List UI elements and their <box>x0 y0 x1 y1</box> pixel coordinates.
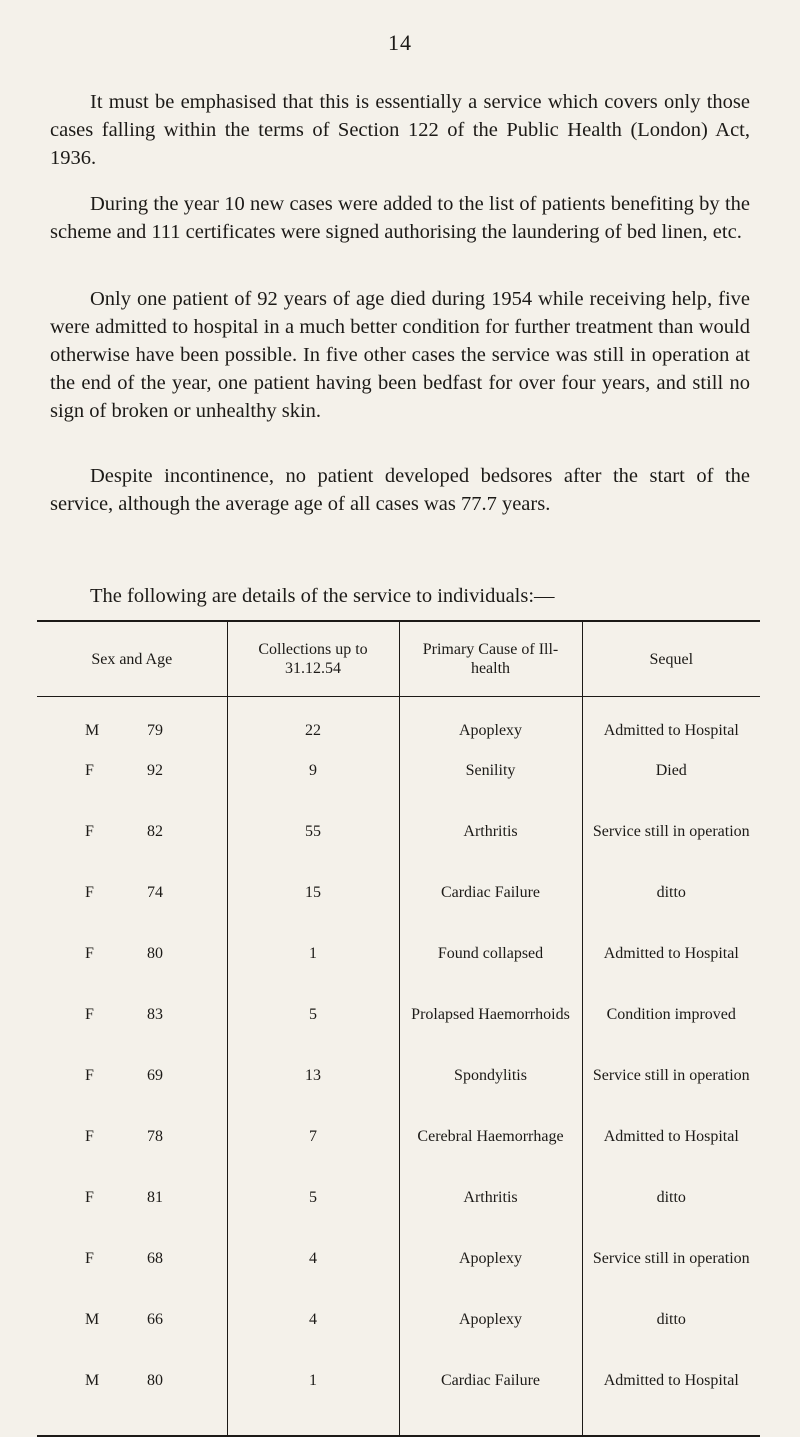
header-sex-age: Sex and Age <box>37 621 227 697</box>
cell-age: 83 <box>147 1006 163 1023</box>
cell-sex: F <box>85 1250 94 1267</box>
sex-age-pair <box>43 1371 221 1391</box>
paragraph-text: It must be emphasised that this is essentially a service which covers only those cases falling within the terms of Section 122 of the Public Health (London) Act, 1936. <box>50 91 750 169</box>
table-row <box>37 1188 760 1249</box>
cell-collections: 15 <box>227 883 399 944</box>
cell-collections: 5 <box>227 1005 399 1066</box>
cell-collections: 7 <box>227 1127 399 1188</box>
cell-sex: F <box>85 1189 94 1206</box>
sex-age-pair <box>43 883 221 903</box>
cell-primary-cause: Senility <box>399 761 582 822</box>
cell-age: 69 <box>147 1067 163 1084</box>
sex-age-pair <box>43 944 221 964</box>
cell-sex-age <box>37 1249 227 1310</box>
cell-primary-cause: Arthritis <box>399 822 582 883</box>
cell-sex-age <box>37 1005 227 1066</box>
sex-age-pair <box>43 822 221 842</box>
sex-age-pair <box>43 1066 221 1086</box>
sex-age-pair <box>43 1005 221 1025</box>
table-header <box>37 621 760 697</box>
cell-sex-age <box>37 1066 227 1127</box>
cell-age: 80 <box>147 1372 163 1389</box>
cell-sex-age <box>37 1371 227 1436</box>
header-row <box>37 621 760 697</box>
service-details-table <box>37 620 760 1437</box>
paragraph-outcomes <box>50 285 750 425</box>
paragraph-scope <box>50 88 750 172</box>
cell-sequel: Service still in operation <box>582 1249 760 1310</box>
cell-collections: 5 <box>227 1188 399 1249</box>
sex-age-pair <box>43 761 221 781</box>
paragraph-text: The following are details of the service to individuals:— <box>90 585 555 607</box>
cell-sex-age <box>37 883 227 944</box>
cell-age: 68 <box>147 1250 163 1267</box>
cell-age: 82 <box>147 823 163 840</box>
sex-age-pair <box>43 1249 221 1269</box>
table-row <box>37 697 760 762</box>
sex-age-pair <box>43 1310 221 1330</box>
cell-sex: F <box>85 1006 94 1023</box>
cell-sex: M <box>85 722 100 739</box>
cell-sequel: Service still in operation <box>582 1066 760 1127</box>
cell-sequel: Admitted to Hospital <box>582 1127 760 1188</box>
cell-age: 81 <box>147 1189 163 1206</box>
cell-primary-cause: Cerebral Haemorrhage <box>399 1127 582 1188</box>
cell-sex-age <box>37 697 227 762</box>
paragraph-text: During the year 10 new cases were added to the list of patients benefiting by the scheme and 111 certificates were signed authorising the laundering of bed linen, etc. <box>50 193 750 243</box>
cell-sex-age <box>37 1188 227 1249</box>
paragraph-incontinence <box>50 462 750 518</box>
cell-sex: F <box>85 1067 94 1084</box>
paragraph-new-cases <box>50 190 750 246</box>
cell-collections: 1 <box>227 1371 399 1436</box>
cell-primary-cause: Apoplexy <box>399 1310 582 1371</box>
table-row <box>37 761 760 822</box>
paragraph-text: Only one patient of 92 years of age died during 1954 while receiving help, five were admitted to hospital in a much better condition for further treatment than would otherwise have been possible. In five other cases the service was still in operation at the end of the year, one patient having been bedfast for over four years, and still no sign of broken or unhealthy skin. <box>50 288 750 422</box>
table-row <box>37 1005 760 1066</box>
cell-primary-cause: Apoplexy <box>399 697 582 762</box>
paragraph-table-intro <box>50 582 750 610</box>
cell-sex: M <box>85 1372 100 1389</box>
cell-age: 66 <box>147 1311 163 1328</box>
sex-age-pair <box>43 1127 221 1147</box>
cell-sex-age <box>37 1310 227 1371</box>
page-number: 14 <box>388 30 412 55</box>
cell-sequel: Admitted to Hospital <box>582 1371 760 1436</box>
table-body <box>37 697 760 1437</box>
cell-sex-age <box>37 822 227 883</box>
header-primary-cause: Primary Cause of Ill-health <box>399 621 582 697</box>
cell-primary-cause: Cardiac Failure <box>399 1371 582 1436</box>
sex-age-pair <box>43 721 221 741</box>
cell-collections: 4 <box>227 1310 399 1371</box>
cell-age: 80 <box>147 945 163 962</box>
cell-age: 78 <box>147 1128 163 1145</box>
table-row <box>37 1371 760 1436</box>
table-row <box>37 883 760 944</box>
header-collections: Collections up to 31.12.54 <box>227 621 399 697</box>
cell-sex-age <box>37 761 227 822</box>
cell-age: 92 <box>147 762 163 779</box>
header-sequel: Sequel <box>582 621 760 697</box>
cell-collections: 4 <box>227 1249 399 1310</box>
cell-primary-cause: Spondylitis <box>399 1066 582 1127</box>
cell-sequel: Admitted to Hospital <box>582 944 760 1005</box>
cell-sex: F <box>85 945 94 962</box>
table-row <box>37 944 760 1005</box>
cell-sequel: ditto <box>582 883 760 944</box>
table-row <box>37 1127 760 1188</box>
cell-sex: F <box>85 1128 94 1145</box>
cell-collections: 55 <box>227 822 399 883</box>
cell-sex: F <box>85 823 94 840</box>
cell-age: 74 <box>147 884 163 901</box>
cell-sex: F <box>85 762 94 779</box>
sex-age-pair <box>43 1188 221 1208</box>
table-row <box>37 822 760 883</box>
cell-age: 79 <box>147 722 163 739</box>
table-row <box>37 1249 760 1310</box>
table-row <box>37 1066 760 1127</box>
cell-sex: F <box>85 884 94 901</box>
cell-collections: 13 <box>227 1066 399 1127</box>
cell-sequel: ditto <box>582 1310 760 1371</box>
cell-sequel: Admitted to Hospital <box>582 697 760 762</box>
cell-collections: 9 <box>227 761 399 822</box>
cell-sex-age <box>37 1127 227 1188</box>
cell-sex-age <box>37 944 227 1005</box>
paragraph-text: Despite incontinence, no patient developed bedsores after the start of the service, although the average age of all cases was 77.7 years. <box>50 465 750 515</box>
cell-collections: 22 <box>227 697 399 762</box>
cell-collections: 1 <box>227 944 399 1005</box>
cell-sequel: ditto <box>582 1188 760 1249</box>
cell-sex: M <box>85 1311 100 1328</box>
details-table <box>37 620 760 1437</box>
cell-primary-cause: Found collapsed <box>399 944 582 1005</box>
cell-primary-cause: Apoplexy <box>399 1249 582 1310</box>
cell-sequel: Condition improved <box>582 1005 760 1066</box>
cell-primary-cause: Cardiac Failure <box>399 883 582 944</box>
cell-primary-cause: Prolapsed Haemorrhoids <box>399 1005 582 1066</box>
cell-primary-cause: Arthritis <box>399 1188 582 1249</box>
cell-sequel: Service still in operation <box>582 822 760 883</box>
table-row <box>37 1310 760 1371</box>
cell-sequel: Died <box>582 761 760 822</box>
